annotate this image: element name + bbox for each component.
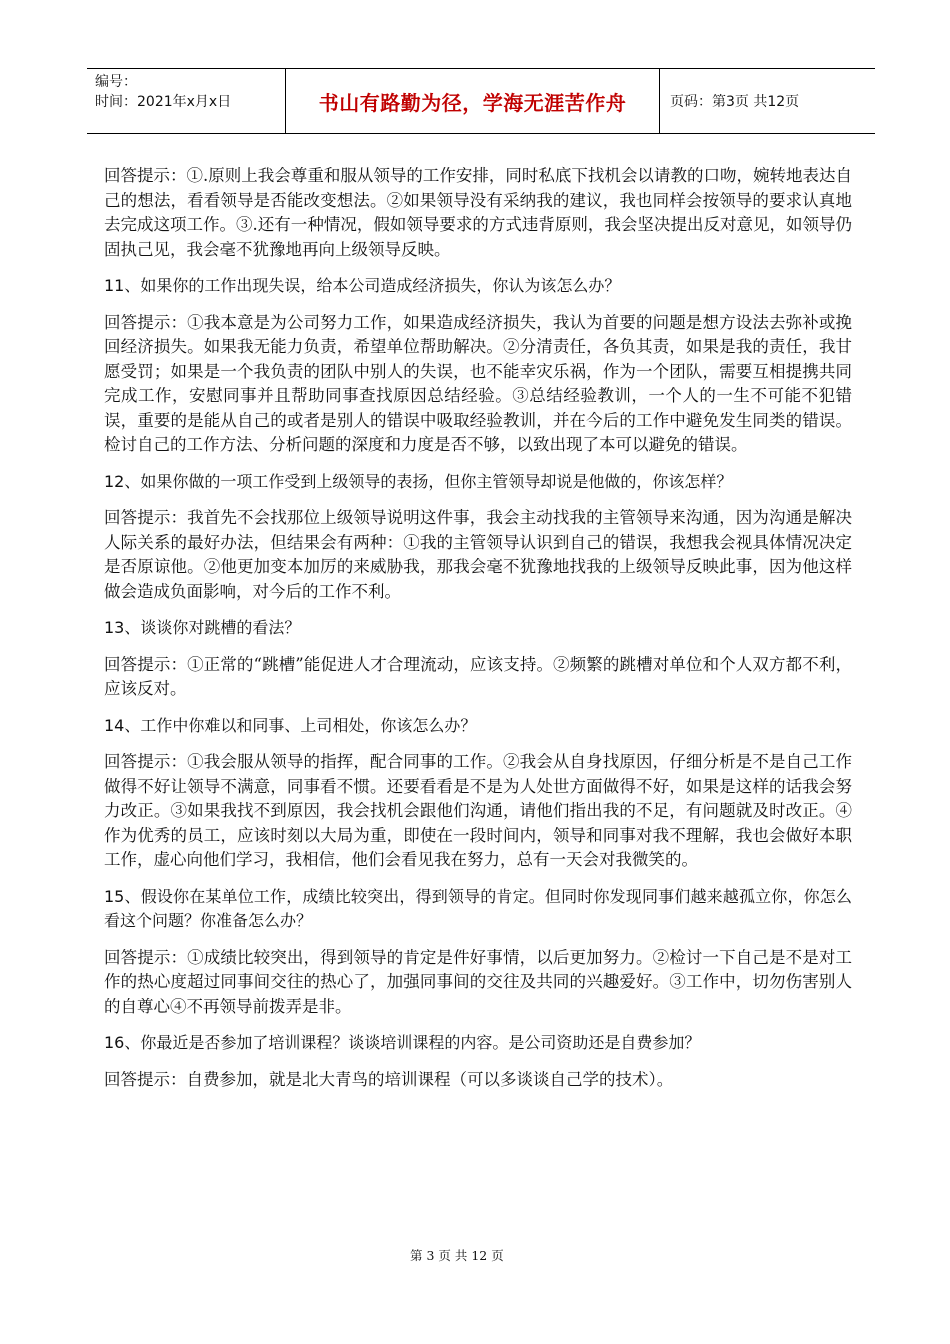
question-11: 11、如果你的工作出现失误，给本公司造成经济损失，你认为该怎么办？ <box>104 276 621 295</box>
header-page-label: 页码：第3页 共12页 <box>670 94 800 110</box>
question-16: 16、你最近是否参加了培训课程？谈谈培训课程的内容。是公司资助还是自费参加？ <box>104 1033 701 1052</box>
answer-paragraph: 回答提示：自费参加，就是北大青鸟的培训课程（可以多谈谈自己学的技术）。 <box>104 1069 674 1089</box>
header-motto-cell <box>286 69 660 133</box>
answer-paragraph: 回答提示：我首先不会找那位上级领导说明这件事，我会主动找我的主管领导来沟通，因为沟通是解决人际关系的最好办法，但结果会有两种：①我的主管领导认识到自己的错误，我想我会视具体情况决定是否原谅他。②他更加变本加厉的来威胁我，那我会毫不犹豫地找我的上级领导反映此事，因为他这样做会造成负面影响，对今后的工作不利。 <box>104 508 852 601</box>
doc-time-label: 时间：2021年x月x日 <box>95 94 232 110</box>
header-meta-cell <box>87 69 286 133</box>
question-12: 12、如果你做的一项工作受到上级领导的表扬，但你主管领导却说是他做的，你该怎样？ <box>104 471 733 491</box>
doc-number-label: 编号： <box>95 74 137 90</box>
answer-paragraph: 回答提示：①成绩比较突出，得到领导的肯定是件好事情，以后更加努力。②检讨一下自己是不是对工作的热心度超过同事间交往的热心了，加强同事间的交往及共同的兴趣爱好。③工作中，切勿伤害别人的自尊心④不再领导前拨弄是非。 <box>104 947 852 1016</box>
question-13: 13、谈谈你对跳槽的看法？ <box>104 618 301 637</box>
document-body <box>104 164 852 1104</box>
answer-paragraph: 回答提示：①我本意是为公司努力工作，如果造成经济损失，我认为首要的问题是想方设法去弥补或挽回经济损失。如果我无能力负责，希望单位帮助解决。②分清责任，各负其责，如果是我的责任，我甘愿受罚；如果是一个我负责的团队中别人的失误，也不能幸灾乐祸，作为一个团队，需要互相提携共同完成工作，安慰同事并且帮助同事查找原因总结经验。③总结经验教训，一个人的一生不可能不犯错误，重要的是能从自己的或者是别人的错误中吸取经验教训，并在今后的工作中避免发生同类的错误。检讨自己的工作方法、分析问题的深度和力度是否不够，以致出现了本可以避免的错误。 <box>104 312 852 454</box>
document-header <box>87 68 875 134</box>
question-14: 14、工作中你难以和同事、上司相处，你该怎么办？ <box>104 715 477 735</box>
header-page-cell <box>660 69 875 133</box>
question-15: 15、假设你在某单位工作，成绩比较突出，得到领导的肯定。但同时你发现同事们越来越孤立你，你怎么看这个问题？你准备怎么办？ <box>104 886 852 930</box>
header-motto: 书山有路勤为径，学海无涯苦作舟 <box>318 90 627 115</box>
page-footer: 第 3 页 共 12 页 <box>410 1248 504 1263</box>
answer-paragraph: 回答提示：①我会服从领导的指挥，配合同事的工作。②我会从自身找原因，仔细分析是不是自己工作做得不好让领导不满意，同事看不惯。还要看看是不是为人处世方面做得不好，如果是这样的话我会努力改正。③如果我找不到原因，我会找机会跟他们沟通，请他们指出我的不足，有问题就及时改正。④作为优秀的员工，应该时刻以大局为重，即使在一段时间内，领导和同事对我不理解，我也会做好本职工作，虚心向他们学习，我相信，他们会看见我在努力，总有一天会对我微笑的。 <box>104 752 852 869</box>
answer-paragraph: 回答提示：①正常的“跳槽”能促进人才合理流动，应该支持。②频繁的跳槽对单位和个人双方都不利，应该反对。 <box>104 654 852 698</box>
answer-paragraph: 回答提示：①.原则上我会尊重和服从领导的工作安排，同时私底下找机会以请教的口吻，婉转地表达自己的想法，看看领导是否能改变想法。②如果领导没有采纳我的建议，我也同样会按领导的要求认真地去完成这项工作。③.还有一种情况，假如领导要求的方式违背原则，我会坚决提出反对意见，如领导仍固执己见，我会毫不犹豫地再向上级领导反映。 <box>104 166 852 259</box>
